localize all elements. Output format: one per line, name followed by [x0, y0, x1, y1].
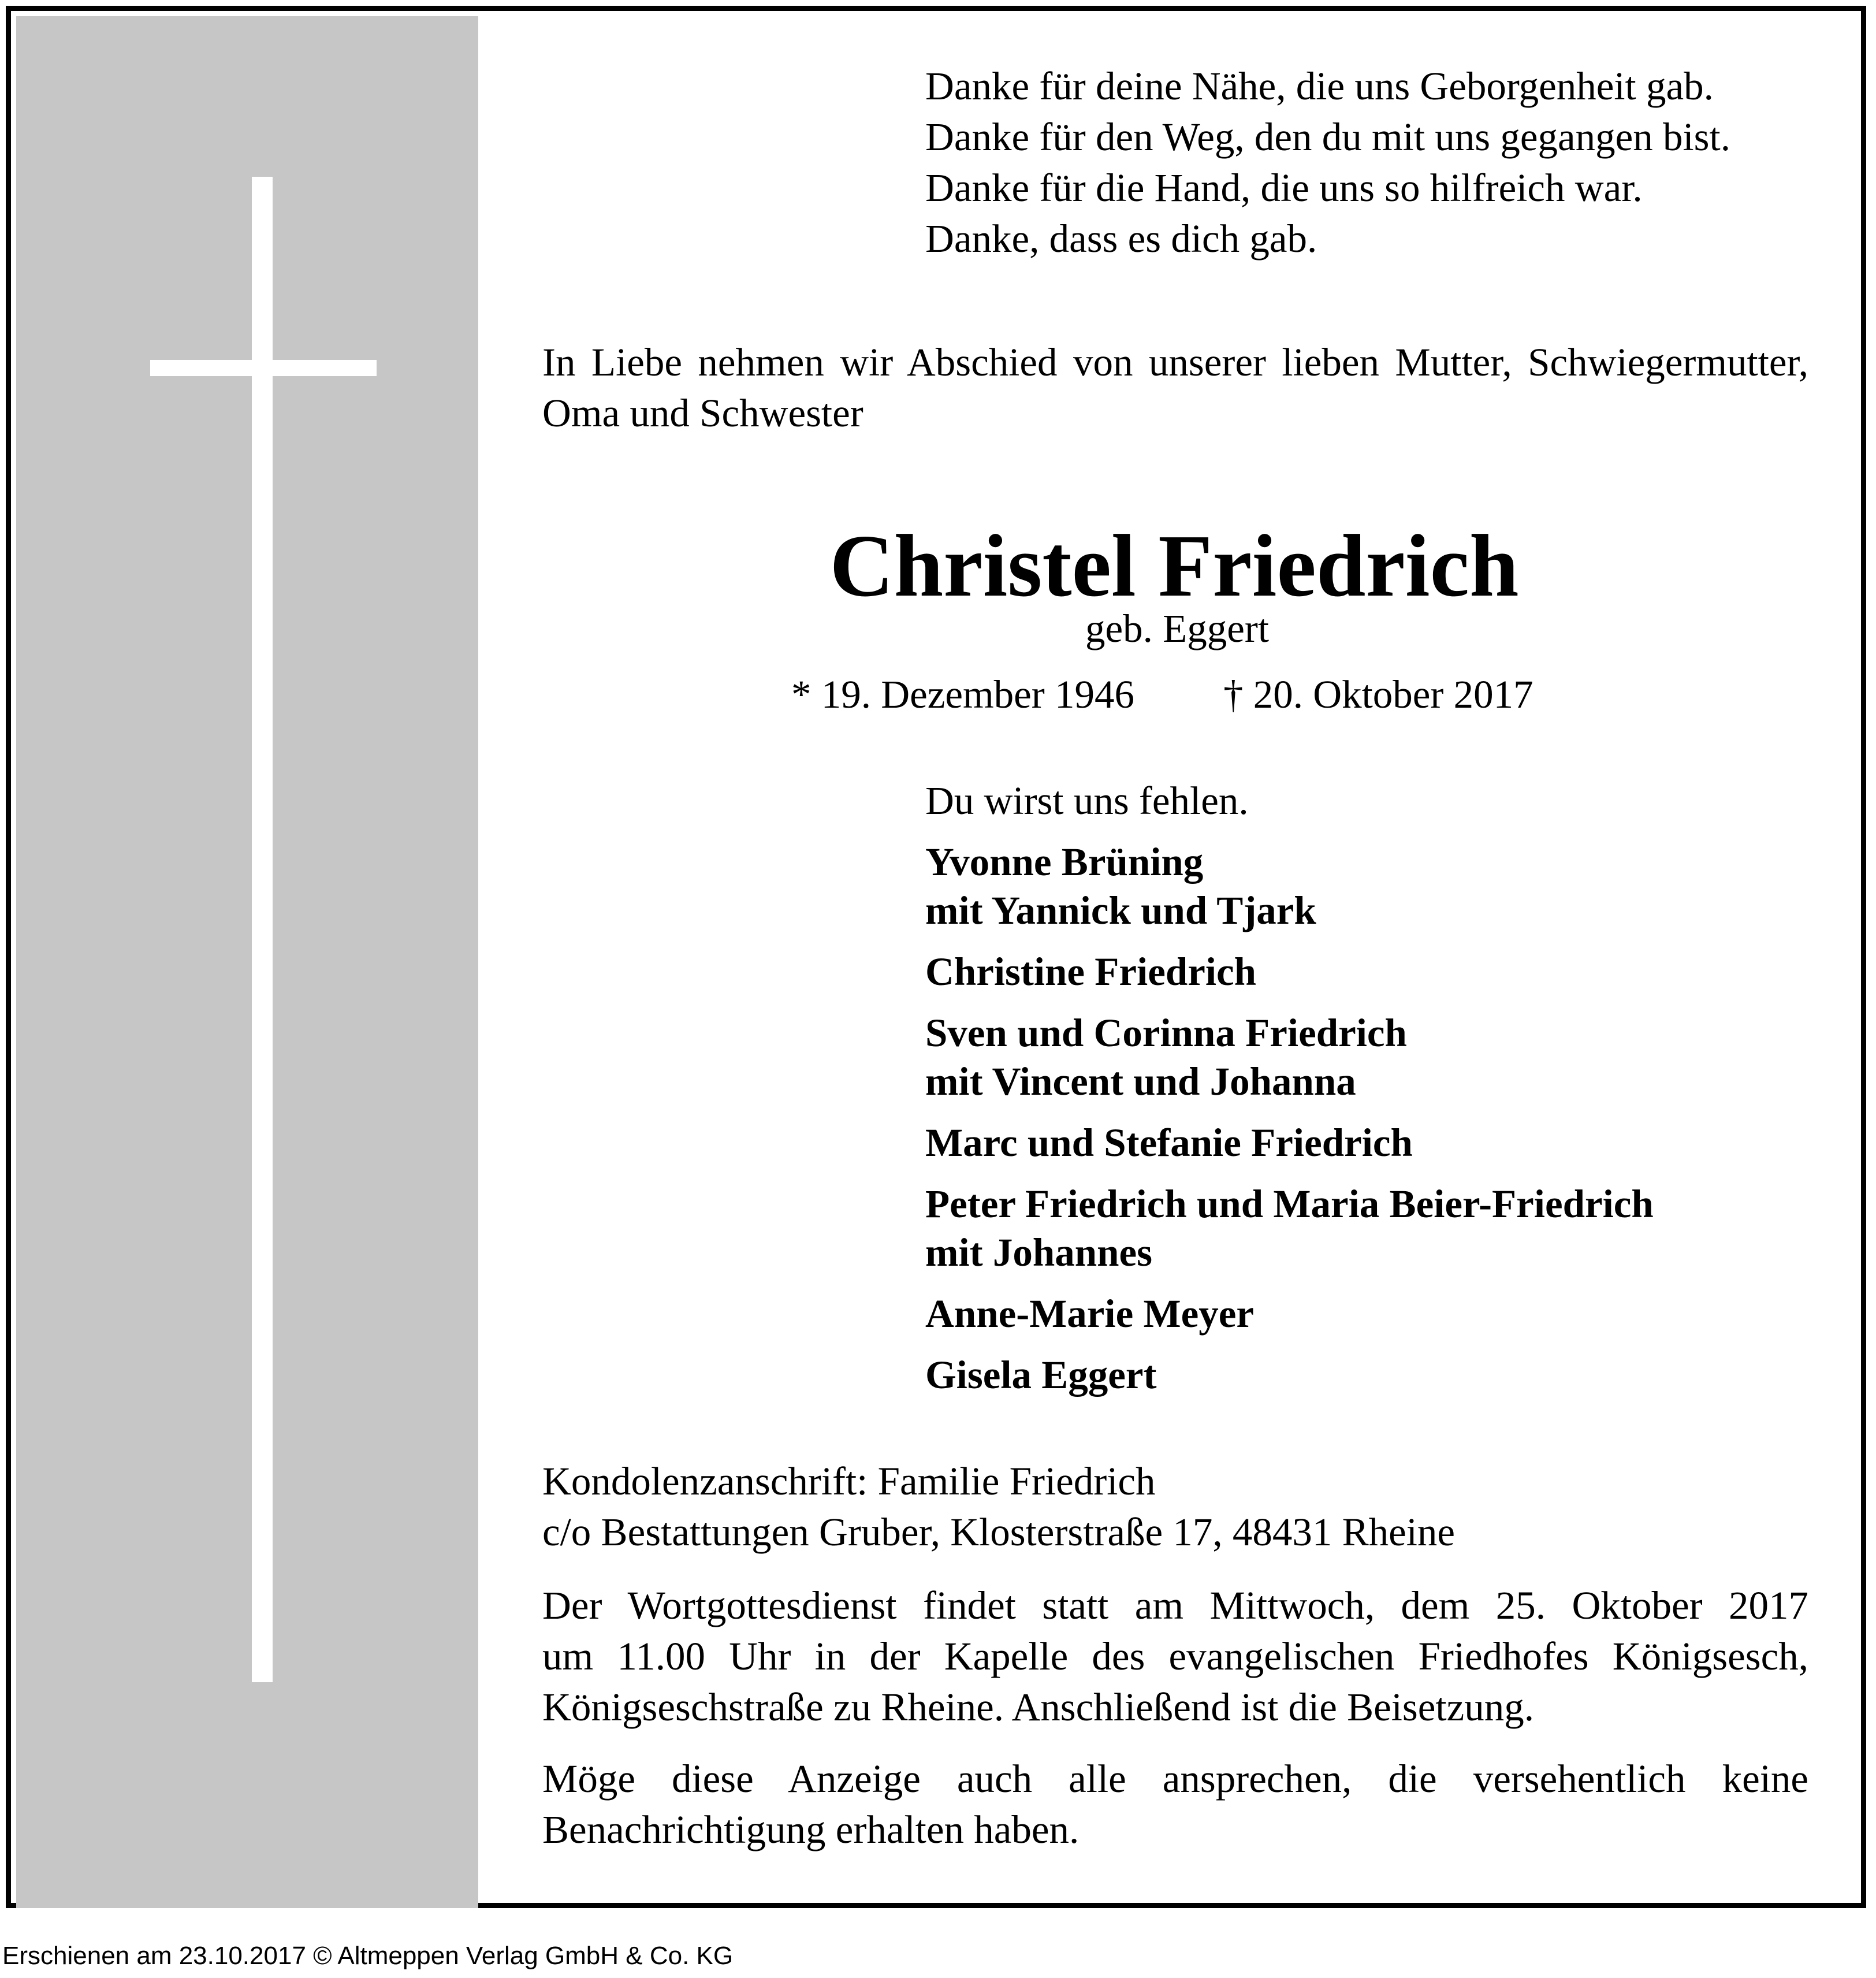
cross-icon: [252, 177, 273, 1682]
mourner-line: mit Yannick und Tjark: [925, 888, 1316, 932]
condolence-address: [542, 1456, 1808, 1557]
mourner-group: [925, 1289, 1809, 1338]
poem: [925, 61, 1809, 264]
mourner-line: Peter Friedrich und Maria Beier-Friedrich: [925, 1182, 1654, 1226]
gray-side-panel: [16, 16, 478, 1908]
mourner-line: Yvonne Brüning: [925, 840, 1204, 884]
mourners-list: [925, 838, 1809, 1412]
condolence-line: Kondolenzanschrift: Familie Friedrich: [542, 1459, 1156, 1503]
mourner-line: mit Vincent und Johanna: [925, 1059, 1356, 1103]
publication-footer: Erschienen am 23.10.2017 © Altmeppen Verlag GmbH & Co. KG: [2, 1942, 734, 1970]
service-info: [542, 1580, 1808, 1732]
mourner-group: [925, 1180, 1809, 1277]
farewell-text: Du wirst uns fehlen.: [925, 779, 1249, 823]
mourner-line: Sven und Corinna Friedrich: [925, 1011, 1407, 1055]
poem-line: Danke für deine Nähe, die uns Geborgenheit gab.: [925, 64, 1714, 108]
intro-text: [542, 337, 1808, 438]
service-line: Königseschstraße zu Rheine. Anschließend ist die Beisetzung.: [542, 1685, 1534, 1729]
death-date: † 20. Oktober 2017: [1223, 672, 1533, 716]
birth-date: * 19. Dezember 1946: [791, 672, 1134, 716]
mourner-group: [925, 838, 1809, 935]
condolence-line: c/o Bestattungen Gruber, Klosterstraße 17, 48431 Rheine: [542, 1510, 1456, 1554]
service-line: Der Wortgottesdienst findet statt am Mittwoch, dem 25. Oktober 2017: [542, 1583, 1808, 1627]
mourner-line: Christine Friedrich: [925, 950, 1256, 994]
mourner-group: [925, 1009, 1809, 1106]
maiden-name: geb. Eggert: [1085, 607, 1270, 650]
mourner-group: [925, 1351, 1809, 1399]
notice-note-line: Benachrichtigung erhalten haben.: [542, 1808, 1080, 1851]
mourner-line: mit Johannes: [925, 1230, 1152, 1274]
mourner-group: [925, 947, 1809, 996]
cross-beam: [150, 360, 377, 376]
notice-note: [542, 1753, 1808, 1855]
deceased-name: Christel Friedrich: [829, 517, 1519, 615]
mourner-line: Anne-Marie Meyer: [925, 1292, 1254, 1336]
mourner-group: [925, 1118, 1809, 1167]
poem-line: Danke für die Hand, die uns so hilfreich war.: [925, 166, 1643, 210]
mourner-line: Gisela Eggert: [925, 1353, 1157, 1397]
poem-line: Danke, dass es dich gab.: [925, 217, 1317, 261]
poem-line: Danke für den Weg, den du mit uns gegangen bist.: [925, 115, 1730, 159]
intro-line: Oma und Schwester: [542, 391, 863, 435]
notice-note-line: Möge diese Anzeige auch alle ansprechen, die versehentlich keine: [542, 1757, 1808, 1801]
service-line: um 11.00 Uhr in der Kapelle des evangelischen Friedhofes Königsesch,: [542, 1634, 1808, 1678]
mourner-line: Marc und Stefanie Friedrich: [925, 1121, 1413, 1165]
intro-line: In Liebe nehmen wir Abschied von unserer lieben Mutter, Schwiegermutter,: [542, 340, 1808, 384]
